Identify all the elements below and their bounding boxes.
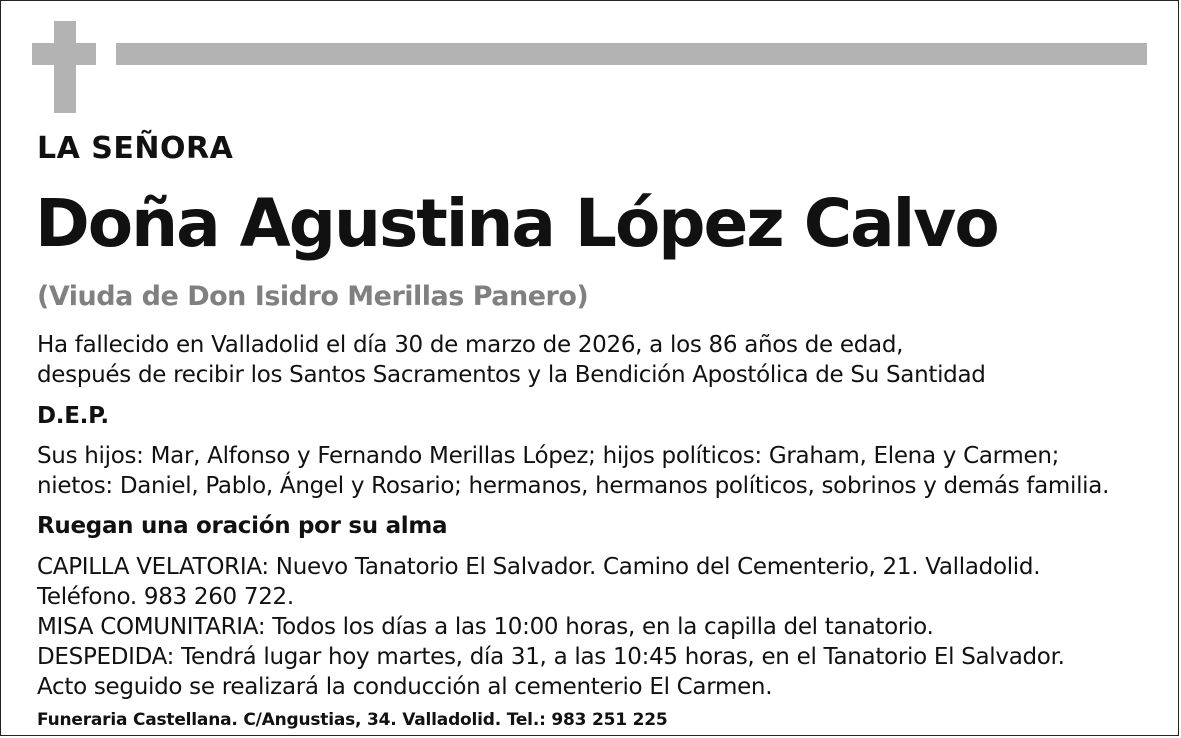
widow-subtitle: (Viuda de Don Isidro Merillas Panero)	[37, 281, 589, 312]
detail-line: Teléfono. 983 260 722.	[37, 584, 294, 610]
family-text	[37, 441, 1109, 501]
detail-line: CAPILLA VELATORIA: Nuevo Tanatorio El Salvador. Camino del Cementerio, 21. Valladolid.	[37, 554, 1041, 580]
header-divider-bar	[116, 43, 1147, 65]
detail-line: Acto seguido se realizará la conducción al cementerio El Carmen.	[37, 674, 773, 700]
death-notice-line: Ha fallecido en Valladolid el día 30 de marzo de 2026, a los 86 años de edad,	[37, 332, 904, 358]
family-line: Sus hijos: Mar, Alfonso y Fernando Merillas López; hijos políticos: Graham, Elena y Carmen;	[37, 443, 1060, 469]
death-notice-line: después de recibir los Santos Sacramentos y la Bendición Apostólica de Su Santidad	[37, 362, 986, 388]
service-details	[37, 552, 1065, 702]
detail-line: DESPEDIDA: Tendrá lugar hoy martes, día 31, a las 10:45 horas, en el Tanatorio El Salvador.	[37, 644, 1065, 670]
dep-label: D.E.P.	[37, 403, 109, 429]
detail-line: MISA COMUNITARIA: Todos los días a las 10:00 horas, en la capilla del tanatorio.	[37, 614, 934, 640]
cross-vertical-bar	[54, 21, 76, 113]
family-line: nietos: Daniel, Pablo, Ángel y Rosario; hermanos, hermanos políticos, sobrinos y demás familia.	[37, 473, 1110, 499]
deceased-name: Doña Agustina López Calvo	[35, 185, 998, 262]
death-notice-text	[37, 330, 986, 390]
funeral-home-footer: Funeraria Castellana. C/Angustias, 34. Valladolid. Tel.: 983 251 225	[37, 710, 668, 730]
cross-horizontal-bar	[32, 43, 96, 65]
title-prefix: LA SEÑORA	[37, 131, 234, 166]
prayer-request: Ruegan una oración por su alma	[37, 513, 448, 539]
